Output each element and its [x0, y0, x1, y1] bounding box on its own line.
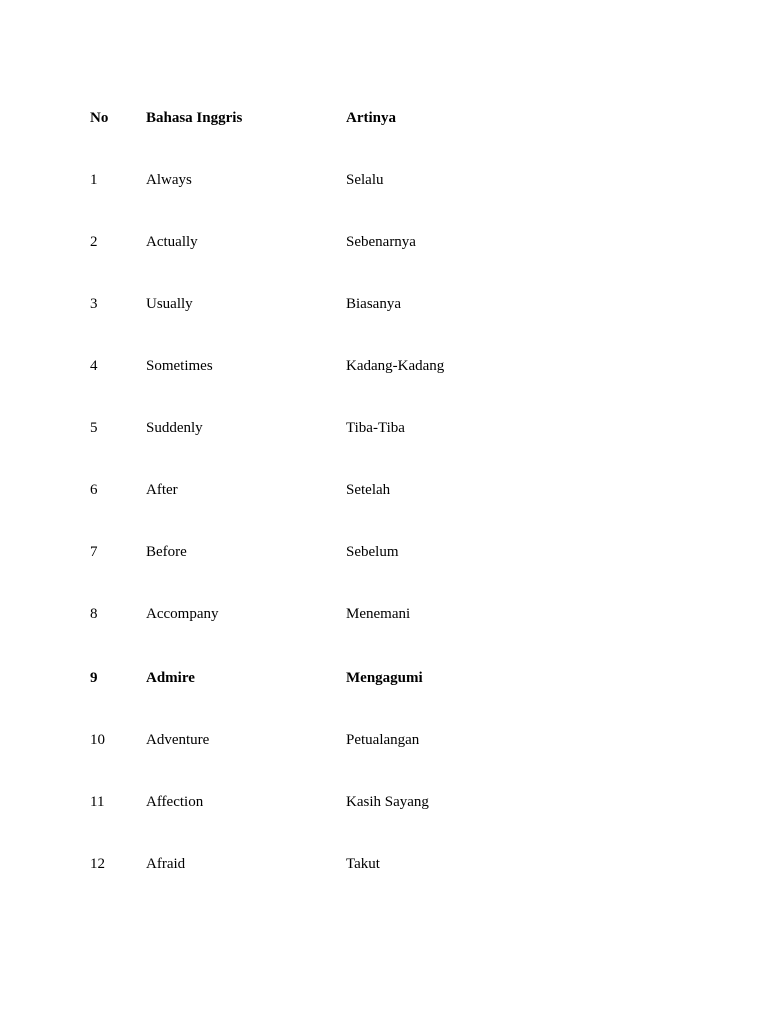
table-header-row: [0, 106, 768, 130]
row-english-word: After: [146, 482, 178, 498]
row-number: 1: [90, 172, 98, 188]
row-english-word: Adventure: [146, 732, 210, 748]
row-number: 2: [90, 234, 98, 250]
table-row: [0, 602, 768, 626]
row-number: 7: [90, 544, 98, 560]
row-english-word: Accompany: [146, 606, 219, 622]
table-row: [0, 852, 768, 876]
row-number: 8: [90, 606, 98, 622]
row-english-word: Affection: [146, 794, 204, 810]
row-number: 5: [90, 420, 98, 436]
row-english-word: Always: [146, 172, 192, 188]
table-row: [0, 540, 768, 564]
row-english-word: Afraid: [146, 856, 186, 872]
row-meaning: Biasanya: [346, 296, 401, 312]
table-row: [0, 790, 768, 814]
table-row: [0, 666, 768, 690]
row-meaning: Selalu: [346, 172, 384, 188]
row-english-word: Usually: [146, 296, 193, 312]
table-row: [0, 728, 768, 752]
table-row: [0, 478, 768, 502]
row-number: 3: [90, 296, 98, 312]
row-english-word: Admire: [146, 670, 195, 686]
row-english-word: Sometimes: [146, 358, 213, 374]
row-meaning: Kadang-Kadang: [346, 358, 445, 374]
table-row: [0, 416, 768, 440]
row-english-word: Suddenly: [146, 420, 203, 436]
row-meaning: Petualangan: [346, 732, 420, 748]
header-english: Bahasa Inggris: [146, 110, 243, 126]
row-meaning: Takut: [346, 856, 380, 872]
row-number: 10: [90, 732, 105, 748]
row-number: 9: [90, 670, 98, 686]
row-number: 6: [90, 482, 98, 498]
header-meaning: Artinya: [346, 110, 396, 126]
row-meaning: Setelah: [346, 482, 391, 498]
row-meaning: Mengagumi: [346, 670, 423, 686]
row-number: 11: [90, 794, 105, 810]
table-row: [0, 230, 768, 254]
row-english-word: Before: [146, 544, 187, 560]
row-meaning: Sebenarnya: [346, 234, 416, 250]
row-meaning: Menemani: [346, 606, 411, 622]
table-row: [0, 168, 768, 192]
row-english-word: Actually: [146, 234, 198, 250]
table-row: [0, 292, 768, 316]
row-meaning: Sebelum: [346, 544, 399, 560]
header-no: No: [90, 110, 109, 126]
row-number: 4: [90, 358, 98, 374]
table-row: [0, 354, 768, 378]
row-meaning: Tiba-Tiba: [346, 420, 405, 436]
row-meaning: Kasih Sayang: [346, 794, 429, 810]
row-number: 12: [90, 856, 105, 872]
